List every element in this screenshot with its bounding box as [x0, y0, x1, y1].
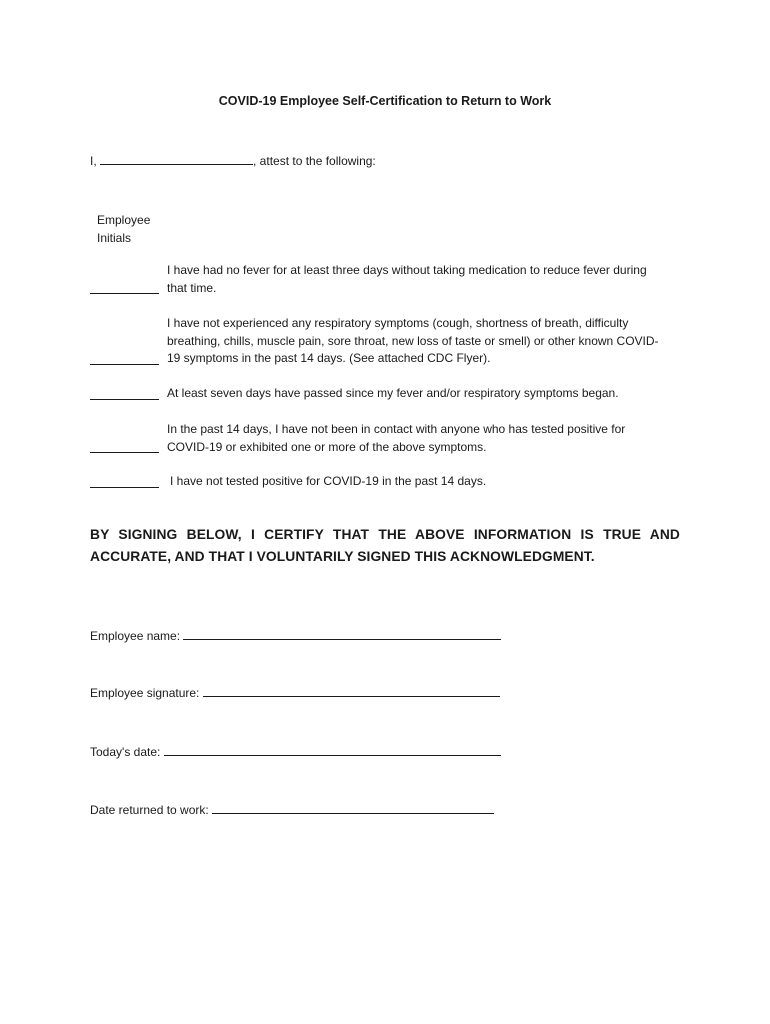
- todays-date-label: Today's date:: [90, 745, 161, 759]
- employee-signature-label: Employee signature:: [90, 686, 200, 700]
- certification-item-text: At least seven days have passed since my fever and/or respiratory symptoms began.: [167, 386, 619, 400]
- certification-item-text: I have had no fever for at least three days without taking medication to reduce fever during that time.: [167, 263, 647, 295]
- certification-statement: BY SIGNING BELOW, I CERTIFY THAT THE ABOVE INFORMATION IS TRUE AND ACCURATE, AND THAT I VOLUNTARILY SIGNED THIS ACKNOWLEDGMENT.: [90, 527, 680, 564]
- employee-initials-header: [97, 211, 150, 247]
- certification-item: [90, 385, 690, 403]
- employee-signature-blank[interactable]: [203, 685, 500, 697]
- certification-item: [90, 421, 690, 456]
- employee-name-blank[interactable]: [183, 628, 501, 640]
- initials-blank[interactable]: [90, 385, 159, 403]
- certification-item-text: I have not tested positive for COVID-19 in the past 14 days.: [170, 474, 487, 488]
- certification-item-text: I have not experienced any respiratory symptoms (cough, shortness of breath, difficulty breathing, chills, muscle pain, sore throat, new loss of taste or smell) or other known COVID-19 symptoms in the past 14 days. (See attached CDC Flyer).: [167, 316, 659, 365]
- attest-statement: [90, 153, 376, 168]
- document-title: COVID-19 Employee Self-Certification to Return to Work: [218, 94, 552, 108]
- certification-item: [90, 262, 690, 297]
- date-returned-field: [90, 802, 494, 817]
- employee-name-label: Employee name:: [90, 629, 181, 643]
- employee-signature-field: [90, 685, 500, 700]
- date-returned-label: Date returned to work:: [90, 803, 209, 817]
- attest-name-blank[interactable]: [100, 153, 253, 165]
- todays-date-field: [90, 744, 501, 759]
- attest-prefix: I,: [90, 154, 97, 168]
- initials-blank[interactable]: [90, 280, 159, 298]
- certification-item: [90, 315, 690, 368]
- employee-name-field: [90, 628, 501, 643]
- initials-blank[interactable]: [90, 350, 159, 368]
- certification-item-text: In the past 14 days, I have not been in contact with anyone who has tested positive for COVID-19 or exhibited one or more of the above symptoms.: [167, 422, 626, 454]
- initials-header-line2: Initials: [97, 231, 132, 245]
- initials-blank[interactable]: [90, 473, 159, 491]
- attest-suffix: , attest to the following:: [253, 154, 376, 168]
- date-returned-blank[interactable]: [212, 802, 494, 814]
- todays-date-blank[interactable]: [164, 744, 501, 756]
- initials-header-line1: Employee: [97, 213, 151, 227]
- initials-blank[interactable]: [90, 439, 159, 457]
- certification-item: [90, 473, 690, 491]
